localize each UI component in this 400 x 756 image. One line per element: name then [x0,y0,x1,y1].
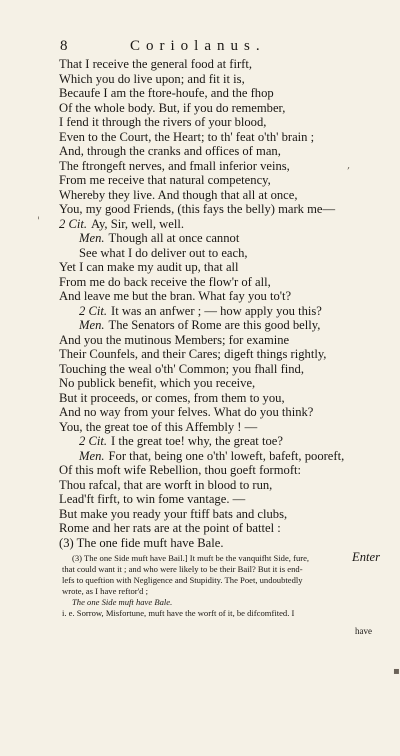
speaker-name: 2 Cit. [79,434,107,448]
speaker-name: Men. [79,448,105,463]
stage-direction: Enter [352,550,380,564]
verse-line [59,231,394,246]
verse-text-segment: But make you ready your ftiff bats and clubs, [59,506,288,521]
verse-line [59,521,394,536]
verse-line [59,115,394,130]
margin-mark: ▪ [393,666,400,677]
catchword: have [355,626,372,636]
footnote-line: that could want it ; and who were likely to be their Bail? But it is end- [62,564,303,574]
verse-line [59,492,394,507]
verse-text-segment: And you the mutinous Members; for examine [59,332,290,347]
speaker-name: 2 Cit. [79,303,107,318]
verse-text-segment: Whereby they live. And though that all at once, [59,187,298,202]
footnote-line: The one Side muft have Bale. [72,597,173,607]
verse-line [59,86,394,101]
verse-line [59,507,394,522]
verse-text-segment: Thou rafcal, that are worft in blood to run, [59,477,273,492]
verse-text-segment: And no way from your felves. What do you think? [59,405,314,419]
verse-line [59,362,394,377]
verse-text-segment: Even to the Court, the Heart; to th' feat o'th' brain ; [59,129,315,144]
verse-text-segment: You, my good Friends, (this fays the belly) mark me— [59,202,336,216]
footnotes [62,553,387,619]
verse-text-segment: Their Counfels, and their Cares; digeft things rightly, [59,347,327,361]
page-number: 8 [60,38,68,54]
verse-text-segment: It was an anfwer ; — how apply you this? [111,303,322,318]
verse-text-segment: For that, being one o'th' loweft, bafeft, pooreft, [108,448,345,463]
footnote-line: i. e. Sorrow, Misfortune, muft have the worft of it, be difcomfited. I [62,608,295,618]
verse-line [59,217,394,232]
verse-text-segment: Though all at once cannot [108,231,240,245]
verse-text-segment: I fend it through the rivers of your blood, [59,115,267,129]
verse-text-segment: Rome and her rats are at the point of battel : [59,521,281,535]
verse-text-segment: See what I do deliver out to each, [79,245,248,260]
verse-line [59,391,394,406]
verse-line [59,275,394,290]
verse-text-segment: Touching the weal o'th' Common; you fhall find, [59,361,304,376]
verse-text-segment: But it proceeds, or comes, from them to you, [59,390,285,405]
verse-text-segment: Becaufe I am the ftore-houfe, and the fhop [59,86,274,100]
verse-text-segment: Lead'ft firft, to win fome vantage. — [59,492,246,506]
verse-line [59,144,394,159]
verse-text-segment: The Senators of Rome are this good belly, [108,318,321,332]
verse-text-segment: Yet I can make my audit up, that all [59,260,239,274]
verse-text-segment: No publick benefit, which you receive, [59,376,256,390]
verse-line [59,463,394,478]
verse-line [59,318,394,333]
verse-text-segment: Of the whole body. But, if you do remember, [59,100,286,115]
verse-text-segment: Of this moft wife Rebellion, thou goeft formoft: [59,463,302,477]
speaker-name: 2 Cit. [59,216,87,231]
verse-line [59,289,394,304]
verse-text-segment: From me do back receive the flow'r of all, [59,274,271,289]
verse-text [59,57,394,565]
verse-line [59,57,394,72]
verse-line [59,304,394,319]
verse-line [59,72,394,87]
verse-line [59,333,394,348]
verse-text-segment: You, the great toe of this Affembly ! — [59,419,258,434]
verse-text-segment: Ay, Sir, well, well. [91,216,185,231]
margin-mark: ' [37,216,40,227]
footnote-line: (3) The one Side muft have Bail.] It muft be the vanquifht Side, fure, [72,553,310,563]
verse-line [59,159,394,174]
footnote-line: lefs to queftion with Negligence and Stupidity. The Poet, undoubtedly [62,575,303,585]
verse-text-segment: (3) The one fide muft have Bale. [59,535,224,550]
verse-line [59,130,394,145]
verse-line [59,101,394,116]
verse-text-segment: And, through the cranks and offices of man, [59,144,281,158]
footnote-line: wrote, as I have reftor'd ; [62,586,149,596]
verse-line [59,478,394,493]
verse-text-segment: I the great toe! why, the great toe? [111,434,283,448]
verse-line [59,376,394,391]
margin-mark: , [347,160,351,171]
verse-text-segment: That I receive the general food at firft, [59,57,253,71]
verse-line [59,260,394,275]
verse-line [59,202,394,217]
speaker-name: Men. [79,231,105,245]
running-title: Coriolanus. [130,38,266,54]
verse-text-segment: And leave me but the bran. What fay you to't? [59,289,292,303]
verse-text-segment: The ftrongeft nerves, and fmall inferior veins, [59,158,290,173]
verse-line [59,420,394,435]
verse-line [59,347,394,362]
verse-text-segment: From me receive that natural competency, [59,173,271,187]
verse-line [59,405,394,420]
verse-line [59,434,394,449]
speaker-name: Men. [79,318,105,332]
verse-line [59,449,394,464]
verse-line [59,188,394,203]
verse-line [59,246,394,261]
verse-text-segment: Which you do live upon; and fit it is, [59,71,245,86]
verse-line [59,173,394,188]
verse-line [59,536,394,551]
